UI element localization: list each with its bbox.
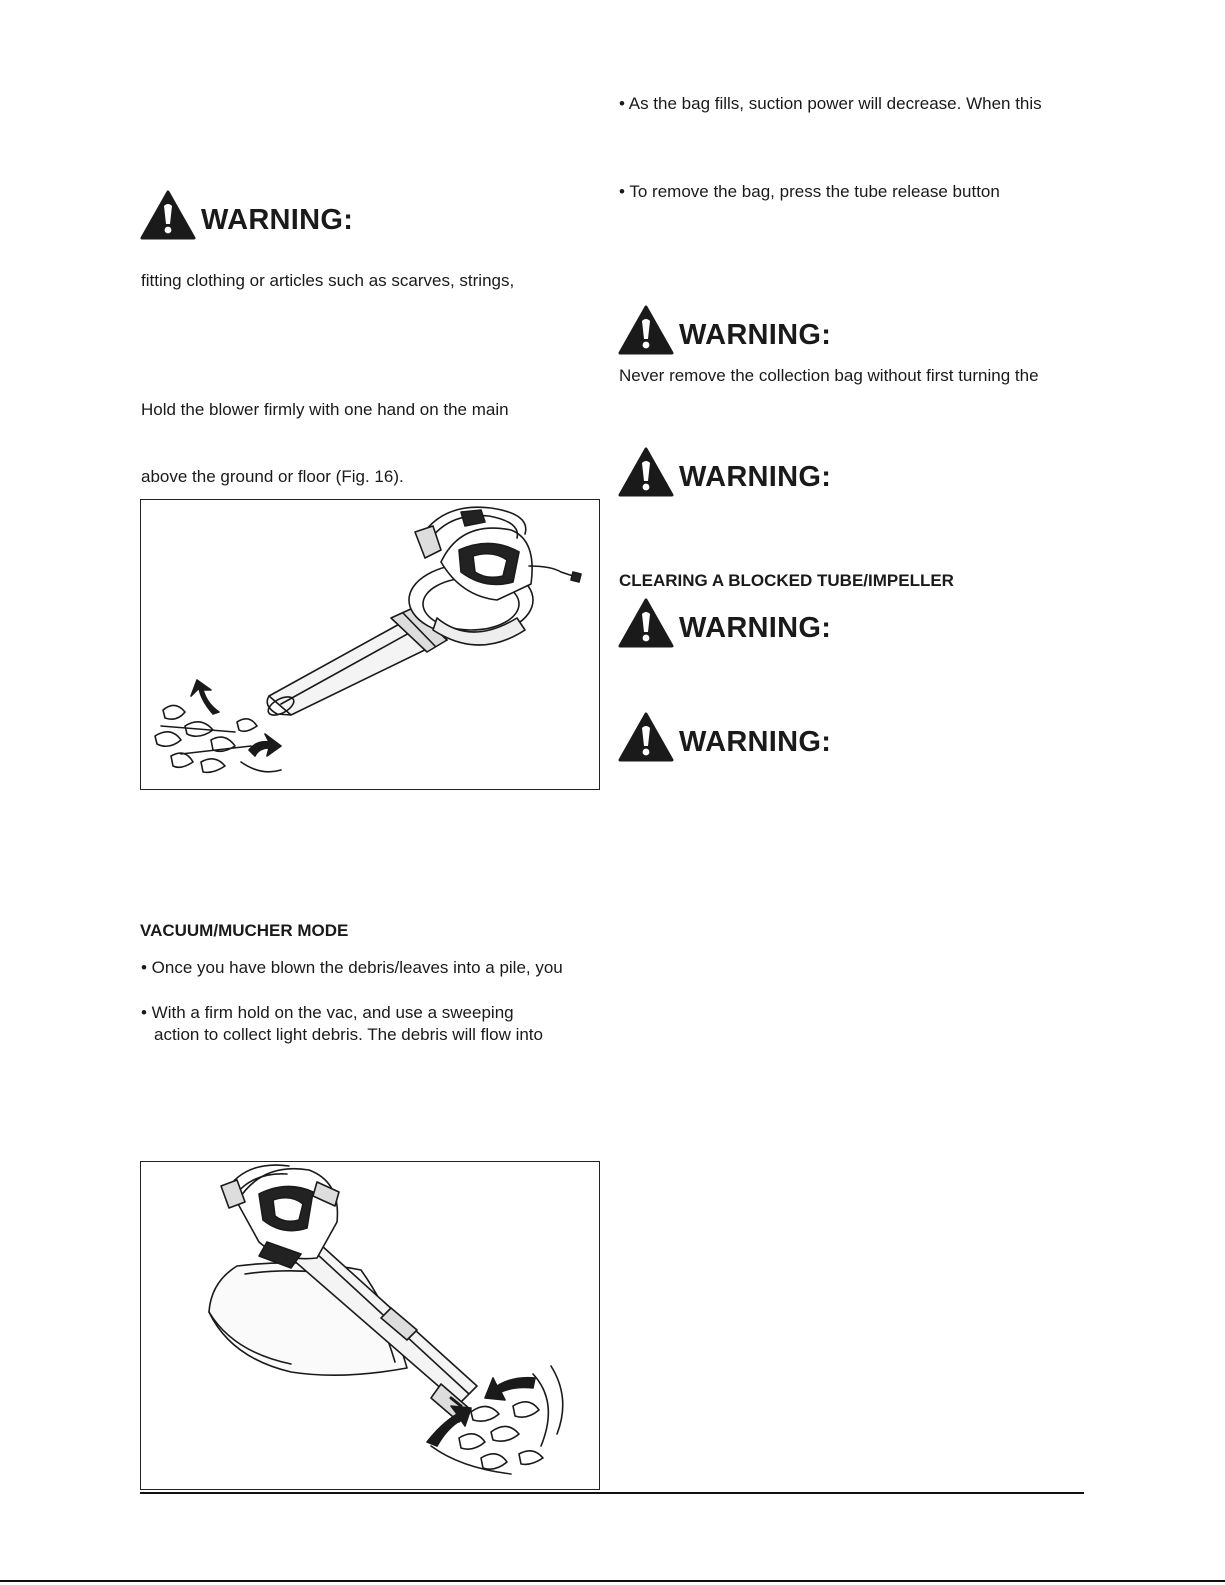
- warning-block-1: [140, 190, 400, 240]
- bullet-firm-hold-line-1: • With a firm hold on the vac, and use a sweeping: [141, 1003, 514, 1022]
- bullet-firm-hold-line-2: action to collect light debris. The debris will flow into: [154, 1025, 543, 1044]
- warning-triangle-icon: [618, 712, 674, 762]
- ground-paragraph: above the ground or floor (Fig. 16).: [141, 467, 404, 486]
- vacuum-illustration: [141, 1162, 599, 1489]
- page-bottom-rule: [0, 1580, 1225, 1582]
- warning-title: WARNING:: [679, 612, 832, 644]
- bullet-remove-bag: • To remove the bag, press the tube release button: [619, 182, 1000, 201]
- warning-block-3: [618, 447, 878, 497]
- warning-block-2: [618, 305, 878, 355]
- vacuum-mode-heading: VACUUM/MUCHER MODE: [140, 921, 349, 940]
- blower-illustration: [141, 500, 599, 789]
- bullet-pile: • Once you have blown the debris/leaves into a pile, you: [141, 958, 563, 977]
- footer-rule: [140, 1492, 1084, 1494]
- clearing-heading: CLEARING A BLOCKED TUBE/IMPELLER: [619, 571, 954, 590]
- clothing-paragraph: fitting clothing or articles such as scarves, strings,: [141, 271, 515, 290]
- warning-block-4: [618, 598, 878, 648]
- bullet-bag-fills: • As the bag fills, suction power will decrease. When this: [619, 94, 1042, 113]
- warning-triangle-icon: [140, 190, 196, 240]
- never-remove-paragraph: Never remove the collection bag without first turning the: [619, 366, 1039, 385]
- warning-title: WARNING:: [679, 726, 832, 758]
- warning-triangle-icon: [618, 598, 674, 648]
- warning-title: WARNING:: [679, 319, 832, 351]
- hold-paragraph: Hold the blower firmly with one hand on the main: [141, 400, 509, 419]
- warning-triangle-icon: [618, 305, 674, 355]
- figure-vacuum-mode: [140, 1161, 600, 1490]
- figure-16-blower: [140, 499, 600, 790]
- warning-block-5: [618, 712, 878, 762]
- warning-triangle-icon: [618, 447, 674, 497]
- warning-title: WARNING:: [679, 461, 832, 493]
- warning-title: WARNING:: [201, 204, 354, 236]
